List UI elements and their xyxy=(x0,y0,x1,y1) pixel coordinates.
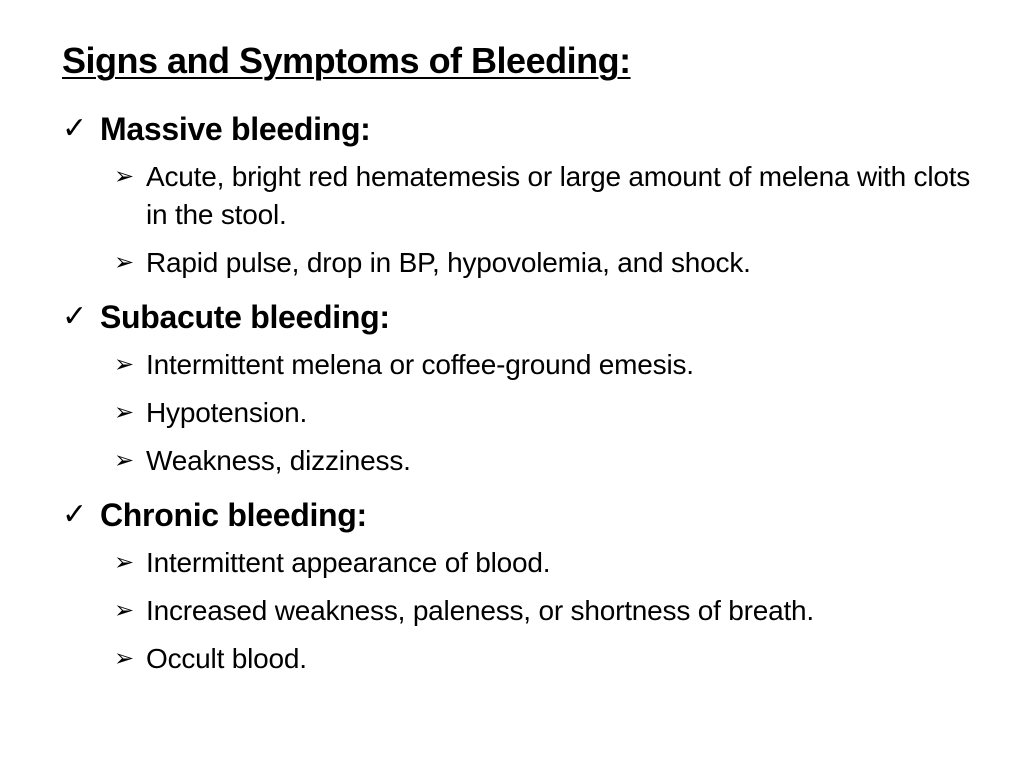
list-item-text: Intermittent appearance of blood. xyxy=(146,547,551,578)
list-item-text: Intermittent melena or coffee-ground emesis. xyxy=(146,349,694,380)
section-massive-bleeding xyxy=(62,104,992,282)
list-item-text: Increased weakness, paleness, or shortness of breath. xyxy=(146,595,815,626)
section-heading-row xyxy=(62,292,992,346)
list-item-text: Hypotension. xyxy=(146,397,308,428)
list-item xyxy=(114,346,992,384)
list-item-text: Occult blood. xyxy=(146,643,307,674)
list-item xyxy=(114,544,992,582)
arrow-bullet-icon: ➢ xyxy=(114,549,135,576)
list-item xyxy=(114,640,992,678)
list-item xyxy=(114,244,992,282)
section-heading: Chronic bleeding: xyxy=(100,497,367,533)
list-item xyxy=(114,442,992,480)
list-item-text: Weakness, dizziness. xyxy=(146,445,411,476)
list-item-text: Acute, bright red hematemesis or large amount of melena with clots in the stool. xyxy=(146,161,971,230)
arrow-bullet-icon: ➢ xyxy=(114,163,135,190)
list-item xyxy=(114,394,992,432)
sub-bullet-list xyxy=(62,544,992,678)
section-heading-row xyxy=(62,490,992,544)
section-chronic-bleeding xyxy=(62,490,992,678)
checkmark-icon: ✓ xyxy=(62,300,88,333)
list-item-text: Rapid pulse, drop in BP, hypovolemia, and shock. xyxy=(146,247,751,278)
arrow-bullet-icon: ➢ xyxy=(114,351,135,378)
list-item xyxy=(114,592,992,630)
slide-title: Signs and Symptoms of Bleeding: xyxy=(62,40,631,81)
arrow-bullet-icon: ➢ xyxy=(114,645,135,672)
section-heading-row xyxy=(62,104,992,158)
arrow-bullet-icon: ➢ xyxy=(114,597,135,624)
arrow-bullet-icon: ➢ xyxy=(114,447,135,474)
checkmark-icon: ✓ xyxy=(62,498,88,531)
arrow-bullet-icon: ➢ xyxy=(114,399,135,426)
section-heading: Subacute bleeding: xyxy=(100,299,390,335)
sub-bullet-list xyxy=(62,346,992,480)
checkmark-icon: ✓ xyxy=(62,112,88,145)
list-item xyxy=(114,158,992,234)
bullet-list xyxy=(62,104,992,688)
section-subacute-bleeding xyxy=(62,292,992,480)
section-heading: Massive bleeding: xyxy=(100,111,371,147)
sub-bullet-list xyxy=(62,158,992,282)
arrow-bullet-icon: ➢ xyxy=(114,249,135,276)
